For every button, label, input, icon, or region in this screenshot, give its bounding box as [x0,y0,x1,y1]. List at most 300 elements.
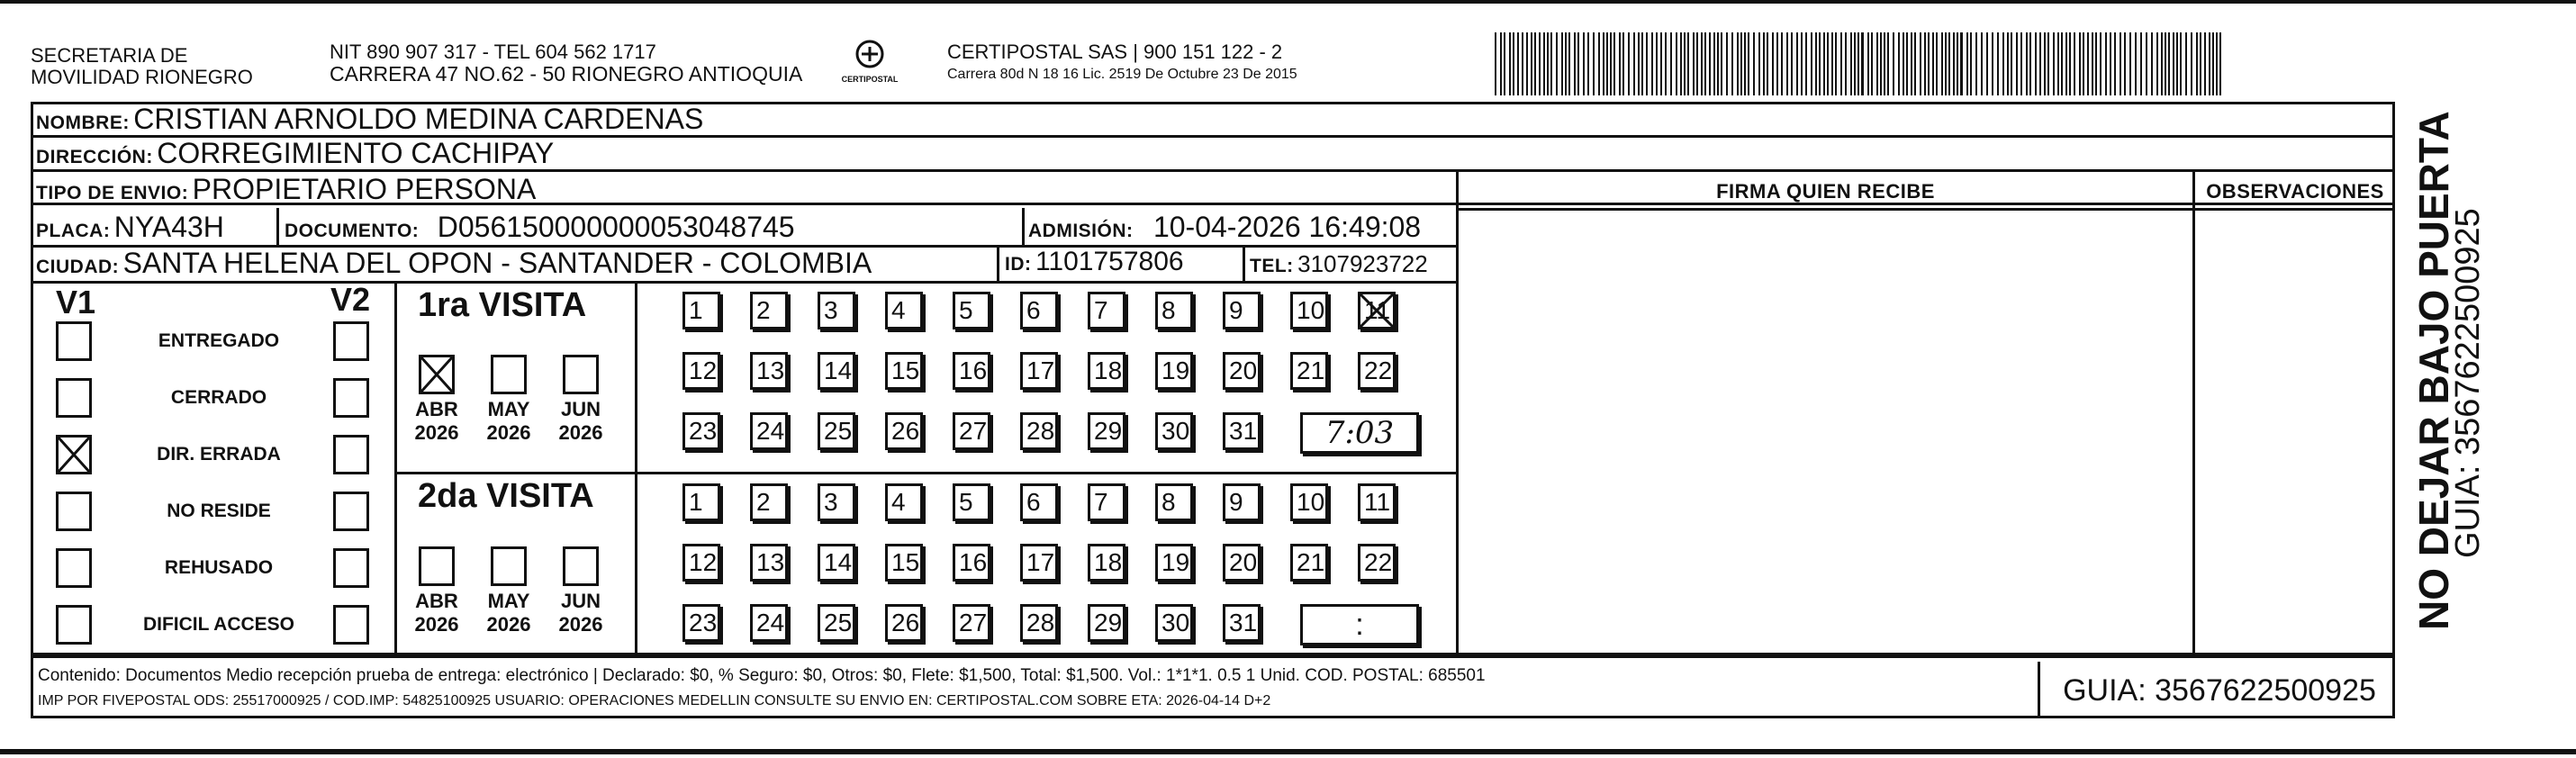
day-box[interactable] [750,292,788,329]
barcode-bar [1543,32,1545,95]
status-option-label: CERRADO [170,387,267,408]
day-box[interactable] [953,292,990,329]
logo-icon [852,38,888,70]
barcode-bar [1857,32,1859,95]
barcode-bar [2002,32,2004,95]
courier-line: CERTIPOSTAL SAS | 900 151 122 - 2 [947,41,1283,63]
barcode-bar [2120,32,2121,95]
month-year: 2026 [414,613,459,636]
barcode-bar [2095,32,2097,95]
barcode-bar [2185,32,2187,95]
day-box[interactable] [750,604,788,642]
month-name: JUN [560,590,601,612]
status-v2-checkbox[interactable] [333,605,369,645]
day-number: 30 [1161,609,1190,636]
barcode-bar [1948,32,1950,95]
barcode-bar [1641,32,1643,95]
day-number: 5 [959,296,973,324]
day-number: 24 [756,609,785,636]
barcode-bar [1568,32,1570,95]
x-mark-icon [56,435,92,474]
day-box[interactable] [1155,544,1193,582]
time-value: : [1355,608,1364,642]
barcode-bar [1513,32,1514,95]
day-number: 6 [1026,488,1041,516]
barcode-bar [1737,32,1739,95]
day-box[interactable] [1358,544,1396,582]
day-number: 10 [1297,296,1325,324]
barcode-bar [1748,32,1749,95]
tel-label: TEL: [1250,256,1294,276]
month-year: 2026 [558,613,603,636]
barcode-bar [2039,32,2041,95]
split-placa [276,208,279,246]
day-box[interactable] [750,412,788,450]
day-box[interactable] [1088,412,1125,450]
day-number: 7 [1094,488,1108,516]
license-line: Carrera 80d N 18 16 Lic. 2519 De Octubre 23 De 2015 [947,67,1297,82]
day-number: 20 [1229,356,1258,384]
barcode-bar [1827,32,1829,95]
day-number: 24 [756,417,785,445]
split-visit-days [635,281,637,655]
barcode-bar [1957,32,1958,95]
documento-cell [285,211,795,244]
barcode-bar [2151,32,2153,95]
day-number: 9 [1229,296,1243,324]
day-box[interactable] [818,352,855,390]
barcode-bar [1831,32,1833,95]
day-box[interactable] [1020,292,1058,329]
barcode-bar [1593,32,1595,95]
day-box[interactable] [682,483,720,521]
status-v1-checkbox[interactable] [56,492,92,531]
barcode-bar [1550,32,1552,95]
month-checkbox[interactable] [491,546,527,586]
barcode-bar [1539,32,1541,95]
barcode-bar [1941,32,1943,95]
day-number: 15 [891,548,920,576]
day-box[interactable] [1020,544,1058,582]
day-box[interactable] [682,412,720,450]
day-box[interactable] [953,412,990,450]
barcode-bar [1680,32,1682,95]
barcode-bar [1845,32,1847,95]
barcode-bar [1796,32,1798,95]
day-number: 10 [1297,488,1325,516]
barcode-bar [1656,32,1658,95]
barcode-bar [2110,32,2111,95]
day-box[interactable] [818,604,855,642]
status-option-label: ENTREGADO [158,330,280,351]
day-number: 31 [1229,417,1258,445]
barcode-bar [1638,32,1640,95]
barcode-bar [1574,32,1576,95]
status-v1-checkbox[interactable] [56,435,92,474]
day-box[interactable] [750,544,788,582]
split-id [997,245,999,281]
barcode-bar [2047,32,2049,95]
split-obs [2192,169,2195,655]
status-v1-checkbox[interactable] [56,605,92,645]
status-v1-checkbox[interactable] [56,321,92,361]
day-number: 23 [689,609,718,636]
barcode-bar [1613,32,1615,95]
admision-cell [1028,211,1421,244]
v2-label: V2 [330,281,371,318]
day-number: 18 [1094,548,1123,576]
header-org [31,45,253,88]
barcode-bar [1880,32,1882,95]
barcode-bar [1500,32,1502,95]
barcode-bar [1850,32,1852,95]
day-box[interactable] [1088,544,1125,582]
day-number: 22 [1364,356,1393,384]
day-box[interactable] [1223,483,1261,521]
barcode-bar [1684,32,1686,95]
month-name: JUN [560,398,601,420]
barcode-bar [2092,32,2093,95]
barcode-bar [2129,32,2131,95]
barcode-bar [1986,32,1988,95]
barcode-bar [1726,32,1728,95]
barcode-bar [1696,32,1698,95]
day-number: 19 [1161,356,1190,384]
ciudad-cell [36,247,872,280]
barcode-bar [1731,32,1733,95]
day-box[interactable] [818,292,855,329]
id-label: ID: [1005,254,1032,275]
day-box[interactable] [1020,352,1058,390]
barcode-bar [2180,32,2182,95]
status-v2-checkbox[interactable] [333,378,369,418]
day-number: 27 [959,609,988,636]
day-number: 2 [756,296,771,324]
barcode-bar [2140,32,2142,95]
day-number: 1 [689,296,703,324]
day-box[interactable] [885,412,923,450]
org-line2: MOVILIDAD RIONEGRO [31,66,253,88]
barcode-bar [2065,32,2067,95]
month-name: ABR [415,398,458,420]
side-warning: NO DEJAR BAJO PUERTA [2410,111,2457,630]
barcode-bar [2035,32,2037,95]
day-box[interactable] [1155,352,1193,390]
barcode-bar [2029,32,2031,95]
day-box[interactable] [818,412,855,450]
barcode-bar [1884,32,1885,95]
barcode-bar [1556,32,1558,95]
logo-text: CERTIPOSTAL [841,75,899,84]
day-box[interactable] [1290,544,1328,582]
barcode-bar [1772,32,1774,95]
barcode-bar [1776,32,1778,95]
direccion-value: CORREGIMIENTO CACHIPAY [157,137,555,169]
day-box[interactable] [1290,352,1328,390]
month-checkbox[interactable] [419,355,455,394]
month-name: MAY [487,590,530,612]
day-number: 1 [689,488,703,516]
status-option-label: NO RESIDE [167,501,271,521]
day-box[interactable] [1358,292,1396,329]
placa-value: NYA43H [113,211,224,243]
barcode-bar [1815,32,1817,95]
day-box[interactable] [953,352,990,390]
barcode-bar [1504,32,1505,95]
top-border [0,0,2576,4]
barcode-bar [1924,32,1926,95]
id-value: 1101757806 [1035,247,1184,276]
nombre-row [36,103,703,136]
status-v1-checkbox[interactable] [56,378,92,418]
day-box[interactable] [1155,292,1193,329]
barcode-bar [1840,32,1842,95]
visit2-title: 2da VISITA [418,477,594,515]
day-box[interactable] [818,483,855,521]
time-box[interactable] [1300,412,1419,454]
split-tel [1243,245,1245,281]
day-box[interactable] [885,483,923,521]
barcode-bar [1767,32,1768,95]
month-label [554,590,608,636]
day-number: 11 [1364,296,1391,324]
barcode-bar [2011,32,2012,95]
barcode-bar [1531,32,1532,95]
barcode-bar [1960,32,1963,95]
barcode-bar [1781,32,1783,95]
barcode-bar [2219,32,2221,95]
barcode-bar [1861,32,1864,95]
org-line1: SECRETARIA DE [31,44,188,67]
day-box[interactable] [1020,483,1058,521]
status-v2-checkbox[interactable] [333,492,369,531]
barcode-bar [1936,32,1938,95]
month-year: 2026 [414,421,459,444]
day-box[interactable] [1223,352,1261,390]
month-year: 2026 [486,613,531,636]
barcode-bar [1517,32,1519,95]
day-box[interactable] [1088,292,1125,329]
barcode-bar [1704,32,1706,95]
barcode-bar [2083,32,2084,95]
day-number: 9 [1229,488,1243,516]
barcode-bar [2135,32,2137,95]
placa-label: PLACA: [36,221,111,241]
barcode-bar [2026,32,2028,95]
barcode-bar [1876,32,1878,95]
month-checkbox[interactable] [419,546,455,586]
barcode-bar [1665,32,1667,95]
day-box[interactable] [682,604,720,642]
day-number: 14 [824,356,853,384]
status-v2-checkbox[interactable] [333,435,369,474]
day-number: 11 [1364,488,1391,516]
day-number: 8 [1161,488,1176,516]
barcode-bar [2105,32,2107,95]
split-status [394,281,397,655]
barcode-bar [1610,32,1612,95]
barcode-bar [1966,32,1968,95]
barcode-bar [2200,32,2201,95]
barcode-bar [1911,32,1912,95]
day-box[interactable] [750,483,788,521]
nombre-value: CRISTIAN ARNOLDO MEDINA CARDENAS [133,103,704,135]
barcode-bar [2079,32,2081,95]
day-box[interactable] [1155,604,1193,642]
day-box[interactable] [682,292,720,329]
admision-value: 10-04-2026 16:49:08 [1152,211,1422,243]
day-box[interactable] [1088,604,1125,642]
day-number: 28 [1026,417,1055,445]
barcode-bar [2007,32,2009,95]
barcode-bar [2176,32,2178,95]
barcode-bar [2191,32,2192,95]
day-box[interactable] [1290,292,1328,329]
barcode-bar [1811,32,1812,95]
day-number: 25 [824,417,853,445]
documento-label: DOCUMENTO: [285,221,420,241]
barcode-bar [1898,32,1900,95]
barcode-bar [1835,32,1837,95]
day-box[interactable] [818,544,855,582]
barcode-bar [1893,32,1894,95]
barcode-bar [1495,32,1496,95]
barcode-bar [2044,32,2046,95]
barcode-bar [1981,32,1983,95]
day-number: 21 [1297,356,1325,384]
status-v1-checkbox[interactable] [56,548,92,588]
barcode-bar [1561,32,1563,95]
month-checkbox[interactable] [563,546,599,586]
barcode-bar [1693,32,1695,95]
direccion-row [36,137,554,170]
month-label [554,398,608,445]
status-option-label: DIR. ERRADA [157,444,281,465]
day-box[interactable] [953,544,990,582]
day-box[interactable] [1223,412,1261,450]
firma-header: FIRMA QUIEN RECIBE [1716,180,1935,203]
barcode-icon [1495,32,2224,95]
barcode-bar [1791,32,1793,95]
barcode-bar [1970,32,1972,95]
day-box[interactable] [1088,483,1125,521]
barcode-bar [1819,32,1821,95]
barcode-bar [2016,32,2018,95]
month-checkbox[interactable] [491,355,527,394]
barcode-bar [2156,32,2158,95]
split-guia [2038,662,2040,718]
day-number: 18 [1094,356,1123,384]
day-box[interactable] [1223,292,1261,329]
barcode-bar [2053,32,2055,95]
day-number: 26 [891,609,920,636]
barcode-bar [2057,32,2059,95]
barcode-bar [1823,32,1825,95]
day-number: 14 [824,548,853,576]
barcode-bar [2196,32,2198,95]
day-number: 26 [891,417,920,445]
barcode-bar [1740,32,1742,95]
day-box[interactable] [1155,483,1193,521]
day-number: 27 [959,417,988,445]
address-line: CARRERA 47 NO.62 - 50 RIONEGRO ANTIOQUIA [330,62,803,86]
day-box[interactable] [682,352,720,390]
day-number: 2 [756,488,771,516]
day-number: 29 [1094,417,1123,445]
day-box[interactable] [1155,412,1193,450]
day-number: 16 [959,548,988,576]
month-checkbox[interactable] [563,355,599,394]
barcode-bar [1633,32,1635,95]
id-cell [1005,247,1184,277]
day-box[interactable] [885,604,923,642]
day-box[interactable] [1020,604,1058,642]
tipo-label: TIPO DE ENVIO: [36,183,189,203]
day-box[interactable] [953,604,990,642]
day-box[interactable] [953,483,990,521]
barcode-bar [1709,32,1711,95]
barcode-bar [2069,32,2071,95]
barcode-bar [1717,32,1719,95]
day-box[interactable] [1358,483,1396,521]
barcode-bar [1953,32,1955,95]
barcode-bar [1744,32,1746,95]
barcode-bar [1660,32,1662,95]
day-box[interactable] [1223,544,1261,582]
status-v2-checkbox[interactable] [333,548,369,588]
barcode-bar [1522,32,1523,95]
barcode-bar [2124,32,2126,95]
day-number: 12 [689,548,718,576]
side-guia: GUIA: 3567622500925 [2449,208,2487,558]
barcode-bar [1598,32,1600,95]
day-box[interactable] [1088,352,1125,390]
barcode-bar [1763,32,1765,95]
barcode-bar [1801,32,1803,95]
day-number: 19 [1161,548,1190,576]
barcode-bar [1753,32,1755,95]
barcode-bar [1587,32,1589,95]
status-v2-checkbox[interactable] [333,321,369,361]
barcode-bar [1606,32,1608,95]
tipo-row [36,173,536,206]
barcode-bar [2209,32,2210,95]
month-label [482,590,536,636]
day-box[interactable] [1358,352,1396,390]
day-box[interactable] [885,352,923,390]
day-box[interactable] [682,544,720,582]
time-box[interactable] [1300,604,1419,645]
day-number: 16 [959,356,988,384]
barcode-bar [1903,32,1904,95]
day-box[interactable] [1223,604,1261,642]
day-number: 22 [1364,548,1393,576]
month-label [410,590,464,636]
day-box[interactable] [885,544,923,582]
day-box[interactable] [1020,412,1058,450]
direccion-label: DIRECCIÓN: [36,147,153,167]
day-box[interactable] [1290,483,1328,521]
barcode-bar [1786,32,1788,95]
day-box[interactable] [750,352,788,390]
month-name: MAY [487,398,530,420]
barcode-bar [2100,32,2101,95]
row-line-5 [31,281,1457,284]
status-option-label: REHUSADO [164,557,274,578]
day-number: 15 [891,356,920,384]
nit-line: NIT 890 907 317 - TEL 604 562 1717 [330,41,656,63]
day-box[interactable] [885,292,923,329]
